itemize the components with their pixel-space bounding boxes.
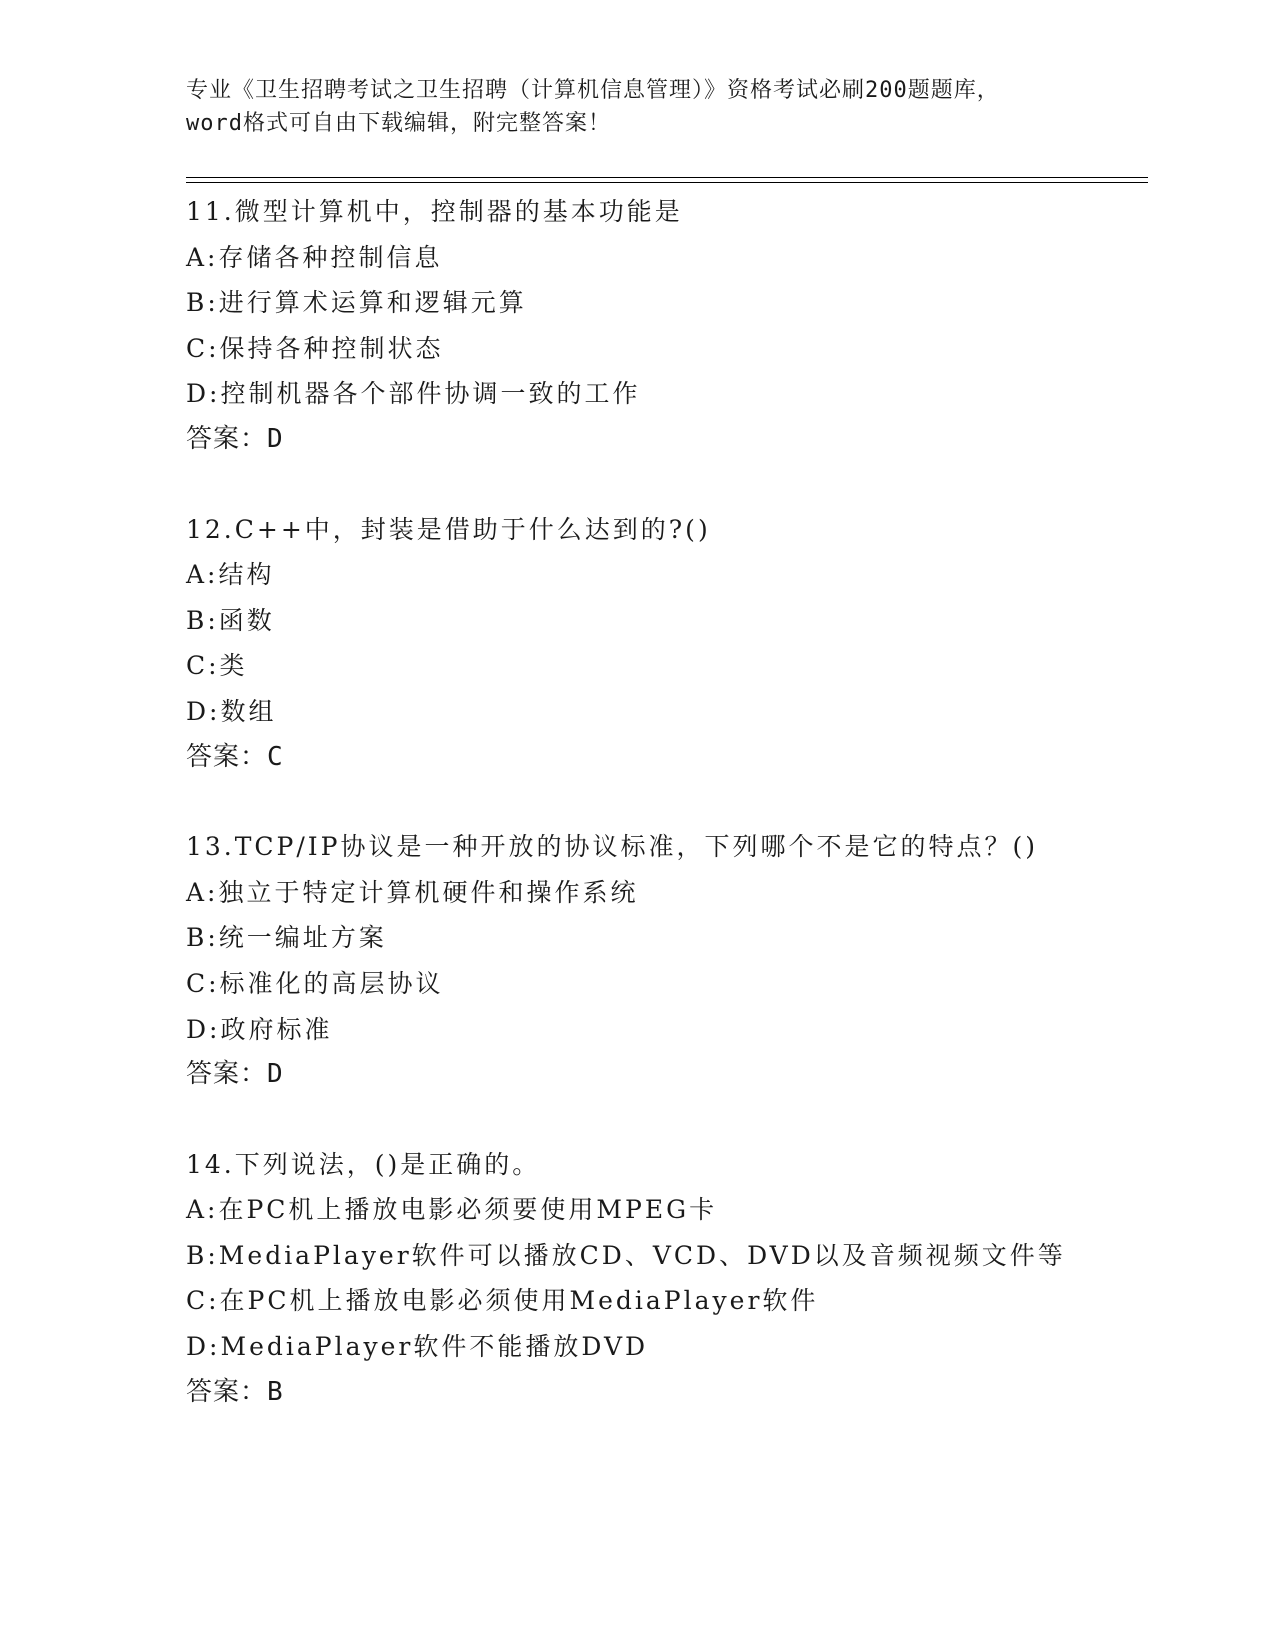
header-divider-bottom (186, 182, 1148, 183)
option-a: A:在PC机上播放电影必须要使用MPEG卡 (186, 1195, 718, 1225)
question-stem: 11.微型计算机中，控制器的基本功能是 (186, 197, 683, 226)
answer-line: 答案：D (186, 1059, 284, 1090)
option-c: C:标准化的高层协议 (186, 968, 444, 998)
answer-line: 答案：C (186, 741, 284, 772)
option-a: A:独立于特定计算机硬件和操作系统 (186, 877, 639, 907)
question-stem: 14.下列说法，()是正确的。 (186, 1149, 541, 1179)
option-c: C:保持各种控制状态 (186, 333, 444, 363)
option-c: C:类 (186, 651, 248, 681)
answer-line: 答案：D (186, 423, 284, 454)
option-d: D:控制机器各个部件协调一致的工作 (186, 379, 641, 409)
option-d: D:MediaPlayer软件不能播放DVD (186, 1332, 649, 1362)
option-b: B:进行算术运算和逻辑元算 (186, 288, 527, 318)
option-b: B:函数 (186, 605, 275, 635)
question-14 (186, 1142, 1186, 1416)
option-a: A:结构 (186, 560, 275, 590)
option-d: D:政府标准 (186, 1014, 333, 1044)
document-header (186, 74, 1186, 140)
option-b: B:统一编址方案 (186, 923, 387, 953)
question-stem: 13.TCP/IP协议是一种开放的协议标准，下列哪个不是它的特点？() (186, 832, 1039, 862)
question-list (186, 189, 1186, 1459)
header-divider-top (186, 177, 1148, 178)
question-stem: 12.C++中，封装是借助于什么达到的?() (186, 514, 711, 544)
header-title-line-1: 专业《卫生招聘考试之卫生招聘（计算机信息管理）》资格考试必刷200题题库， (186, 78, 1000, 103)
answer-line: 答案：B (186, 1376, 284, 1407)
option-b: B:MediaPlayer软件可以播放CD、VCD、DVD以及音频视频文件等 (186, 1240, 1066, 1270)
question-13 (186, 824, 1186, 1098)
header-title-line-2: word格式可自由下载编辑，附完整答案！ (186, 111, 611, 136)
option-c: C:在PC机上播放电影必须使用MediaPlayer软件 (186, 1286, 819, 1316)
question-11 (186, 189, 1186, 463)
option-d: D:数组 (186, 696, 277, 726)
question-12 (186, 507, 1186, 781)
option-a: A:存储各种控制信息 (186, 242, 443, 272)
